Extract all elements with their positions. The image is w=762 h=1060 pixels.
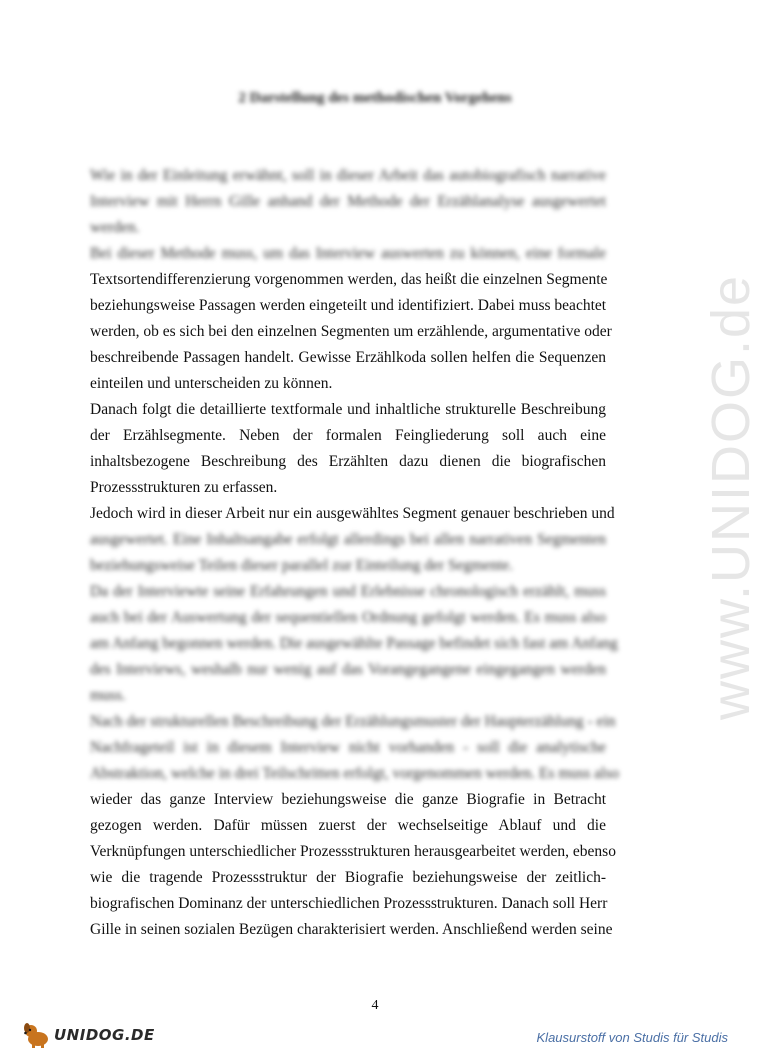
blurred-text-line: werden. (90, 219, 140, 236)
text-line: der Erzählsegmente. Neben der formalen Feingliederung soll auch eine (90, 427, 606, 444)
text-line: gezogen werden. Dafür müssen zuerst der wechselseitige Ablauf und die (90, 817, 606, 834)
blurred-text-line: muss. (90, 687, 126, 704)
footer-tagline: Klausurstoff von Studis für Studis (536, 1030, 728, 1045)
text-line: beschreibende Passagen handelt. Gewisse Erzählkoda sollen helfen die Sequenzen (90, 349, 606, 366)
blurred-text-line: Nach der strukturellen Beschreibung der Erzählungsmuster der Haupterzählung - ein (90, 713, 616, 730)
watermark: www.UNIDOG.de (701, 273, 761, 720)
blurred-text-line: beziehungsweise Teilen dieser parallel zur Einteilung der Segmente. (90, 557, 514, 574)
text-line: Danach folgt die detaillierte textformale und inhaltliche strukturelle Beschreibung (90, 401, 606, 418)
text-line: Gille in seinen sozialen Bezügen charakterisiert werden. Anschließend werden seine (90, 921, 613, 938)
text-line: Prozessstrukturen zu erfassen. (90, 479, 278, 496)
text-line: inhaltsbezogene Beschreibung des Erzählten dazu dienen die biografischen (90, 453, 606, 470)
text-line: Jedoch wird in dieser Arbeit nur ein ausgewähltes Segment genauer beschrieben und (90, 505, 615, 522)
blurred-text-line: auch bei der Auswertung der sequentiellen Ordnung gefolgt werden. Es muss also (90, 609, 606, 626)
unidog-logo (22, 1020, 155, 1050)
logo-text: UNIDOG.DE (54, 1026, 155, 1044)
blurred-text-line: am Anfang begonnen werden. Die ausgewählte Passage befindet sich fast am Anfang (90, 635, 618, 652)
text-line: einteilen und unterscheiden zu können. (90, 375, 333, 392)
text-line: beziehungsweise Passagen werden eingeteilt und identifiziert. Dabei muss beachtet (90, 297, 607, 314)
blurred-text-line: Abstraktion, welche in drei Teilschritten erfolgt, vorgenommen werden. Es muss also (90, 765, 620, 782)
blurred-text-line: Da der Interviewte seine Erfahrungen und Erlebnisse chronologisch erzählt, muss (90, 583, 606, 600)
text-line: wie die tragende Prozessstruktur der Biografie beziehungsweise der zeitlich- (90, 869, 606, 886)
blurred-text-line: des Interviews, weshalb nur wenig auf das Vorangegangene eingegangen werden (90, 661, 606, 678)
blurred-text-line: Bei dieser Methode muss, um das Interview auswerten zu können, eine formale (90, 245, 606, 262)
blurred-text-line: ausgewertet. Eine Inhaltsangabe erfolgt allerdings bei allen narrativen Segmenten (90, 531, 606, 548)
text-line: biografischen Dominanz der unterschiedlichen Prozessstrukturen. Danach soll Herr (90, 895, 608, 912)
blurred-text-line: Interview mit Herrn Gille anhand der Methode der Erzählanalyse ausgewertet (90, 193, 606, 210)
text-line: Textsortendifferenzierung vorgenommen werden, das heißt die einzelnen Segmente (90, 271, 608, 288)
dog-icon (22, 1021, 52, 1049)
blurred-text-line: Wie in der Einleitung erwähnt, soll in dieser Arbeit das autobiografisch narrative (90, 167, 606, 184)
page-number: 4 (371, 998, 379, 1013)
text-line: werden, ob es sich bei den einzelnen Segmenten um erzählende, argumentative oder (90, 323, 612, 340)
section-heading: 2 Darstellung des methodischen Vorgehens (238, 90, 512, 106)
blurred-text-line: Nachfrageteil ist in diesem Interview nicht vorhanden - soll die analytische (90, 739, 606, 756)
text-line: Verknüpfungen unterschiedlicher Prozessstrukturen herausgearbeitet werden, ebenso (90, 843, 616, 860)
text-line: wieder das ganze Interview beziehungsweise die ganze Biografie in Betracht (90, 791, 606, 808)
